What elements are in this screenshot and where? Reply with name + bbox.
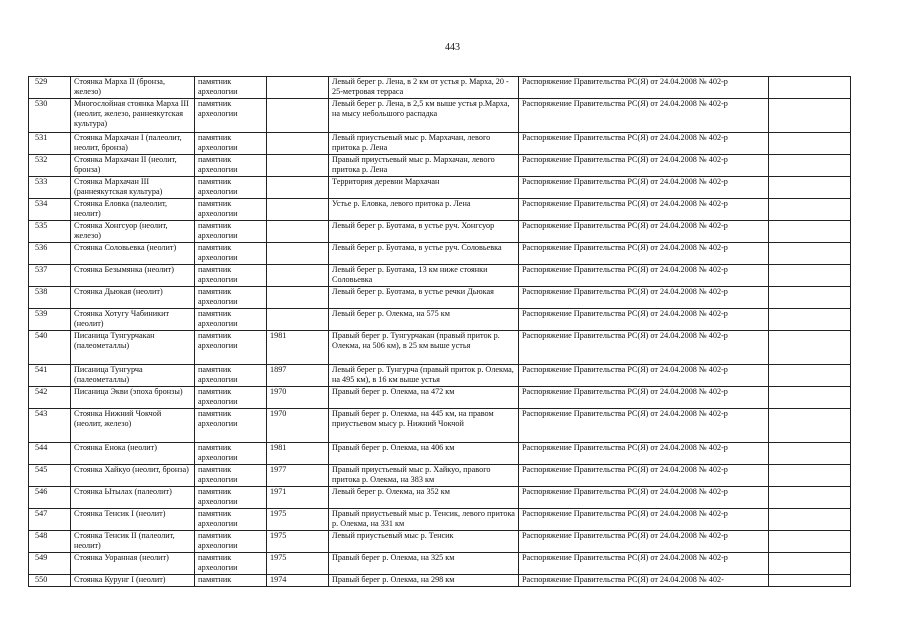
discovery-year bbox=[267, 243, 329, 265]
monument-type: памятник археологии bbox=[195, 243, 267, 265]
monument-type: памятник археологии bbox=[195, 309, 267, 331]
monument-name: Стоянка Енока (неолит) bbox=[71, 443, 195, 465]
empty-cell bbox=[769, 243, 851, 265]
location: Левый берег р. Тунгурча (правый приток р. Олекма, на 495 км), в 16 км выше устья bbox=[329, 365, 519, 387]
empty-cell bbox=[769, 387, 851, 409]
discovery-year bbox=[267, 199, 329, 221]
discovery-year bbox=[267, 155, 329, 177]
discovery-year: 1970 bbox=[267, 387, 329, 409]
monument-type: памятник археологии bbox=[195, 265, 267, 287]
location: Правый берег р. Олекма, на 445 км, на правом приустьевом мысу р. Нижний Чокчой bbox=[329, 409, 519, 443]
empty-cell bbox=[769, 177, 851, 199]
monument-name: Писаница Тунгурчакан (палеометаллы) bbox=[71, 331, 195, 365]
legal-document: Распоряжение Правительства РС(Я) от 24.04.2008 № 402-р bbox=[519, 331, 769, 365]
table-row bbox=[29, 331, 851, 365]
discovery-year bbox=[267, 99, 329, 133]
monument-name: Стоянка Марха II (бронза, железо) bbox=[71, 77, 195, 99]
table-row bbox=[29, 365, 851, 387]
empty-cell bbox=[769, 487, 851, 509]
legal-document: Распоряжение Правительства РС(Я) от 24.04.2008 № 402-р bbox=[519, 509, 769, 531]
row-number: 537 bbox=[29, 265, 71, 287]
row-number: 542 bbox=[29, 387, 71, 409]
discovery-year: 1970 bbox=[267, 409, 329, 443]
empty-cell bbox=[769, 99, 851, 133]
location: Левый берег р. Буотама, в устье руч. Хонгсуор bbox=[329, 221, 519, 243]
location: Правый приустьевый мыс р. Тенсик, левого притока р. Олекма, на 331 км bbox=[329, 509, 519, 531]
monument-type: памятник археологии bbox=[195, 409, 267, 443]
row-number: 546 bbox=[29, 487, 71, 509]
monument-name: Писаница Тунгурча (палеометаллы) bbox=[71, 365, 195, 387]
location: Левый берег р. Буотама, в устье речки Дьюкая bbox=[329, 287, 519, 309]
row-number: 550 bbox=[29, 575, 71, 587]
table-row bbox=[29, 243, 851, 265]
empty-cell bbox=[769, 133, 851, 155]
location: Правый берег р. Олекма, на 406 км bbox=[329, 443, 519, 465]
monument-name: Стоянка Дьюкая (неолит) bbox=[71, 287, 195, 309]
legal-document: Распоряжение Правительства РС(Я) от 24.04.2008 № 402-р bbox=[519, 287, 769, 309]
location: Левый приустьевый мыс р. Тенсик bbox=[329, 531, 519, 553]
table-row bbox=[29, 309, 851, 331]
row-number: 535 bbox=[29, 221, 71, 243]
row-number: 533 bbox=[29, 177, 71, 199]
legal-document: Распоряжение Правительства РС(Я) от 24.04.2008 № 402-р bbox=[519, 443, 769, 465]
row-number: 545 bbox=[29, 465, 71, 487]
empty-cell bbox=[769, 509, 851, 531]
location: Левый берег р. Олекма, на 575 км bbox=[329, 309, 519, 331]
legal-document: Распоряжение Правительства РС(Я) от 24.04.2008 № 402-р bbox=[519, 387, 769, 409]
monument-name: Стоянка Мархачан I (палеолит, неолит, бронза) bbox=[71, 133, 195, 155]
monument-type: памятник археологии bbox=[195, 365, 267, 387]
row-number: 541 bbox=[29, 365, 71, 387]
location: Правый берег р. Олекма, на 472 км bbox=[329, 387, 519, 409]
monument-name: Стоянка Курунг I (неолит) bbox=[71, 575, 195, 587]
monument-type: памятник археологии bbox=[195, 77, 267, 99]
row-number: 540 bbox=[29, 331, 71, 365]
location: Территория деревни Мархачан bbox=[329, 177, 519, 199]
discovery-year: 1975 bbox=[267, 531, 329, 553]
legal-document: Распоряжение Правительства РС(Я) от 24.04.2008 № 402-р bbox=[519, 465, 769, 487]
legal-document: Распоряжение Правительства РС(Я) от 24.04.2008 № 402- bbox=[519, 575, 769, 587]
location: Устье р. Еловка, левого притока р. Лена bbox=[329, 199, 519, 221]
location: Правый берег р. Олекма, на 298 км bbox=[329, 575, 519, 587]
location: Правый приустьевый мыс р. Хайкуо, правого притока р. Олекма, на 383 км bbox=[329, 465, 519, 487]
discovery-year bbox=[267, 133, 329, 155]
discovery-year bbox=[267, 77, 329, 99]
discovery-year bbox=[267, 177, 329, 199]
table-row bbox=[29, 531, 851, 553]
row-number: 547 bbox=[29, 509, 71, 531]
table-row bbox=[29, 155, 851, 177]
monument-type: памятник археологии bbox=[195, 509, 267, 531]
empty-cell bbox=[769, 221, 851, 243]
table-row bbox=[29, 509, 851, 531]
discovery-year: 1897 bbox=[267, 365, 329, 387]
monument-name: Писаница Экви (эпоха бронзы) bbox=[71, 387, 195, 409]
monument-name: Стоянка Мархачан II (неолит, бронза) bbox=[71, 155, 195, 177]
legal-document: Распоряжение Правительства РС(Я) от 24.04.2008 № 402-р bbox=[519, 365, 769, 387]
legal-document: Распоряжение Правительства РС(Я) от 24.04.2008 № 402-р bbox=[519, 531, 769, 553]
monument-name: Стоянка Соловьевка (неолит) bbox=[71, 243, 195, 265]
table-row bbox=[29, 443, 851, 465]
row-number: 536 bbox=[29, 243, 71, 265]
legal-document: Распоряжение Правительства РС(Я) от 24.04.2008 № 402-р bbox=[519, 133, 769, 155]
location: Левый берег р. Олекма, на 352 км bbox=[329, 487, 519, 509]
monument-type: памятник археологии bbox=[195, 99, 267, 133]
monument-name: Стоянка Ытылах (палеолит) bbox=[71, 487, 195, 509]
discovery-year bbox=[267, 287, 329, 309]
monument-type: памятник археологии bbox=[195, 387, 267, 409]
monument-name: Стоянка Нижний Чокчой (неолит, железо) bbox=[71, 409, 195, 443]
legal-document: Распоряжение Правительства РС(Я) от 24.04.2008 № 402-р bbox=[519, 487, 769, 509]
legal-document: Распоряжение Правительства РС(Я) от 24.04.2008 № 402-р bbox=[519, 99, 769, 133]
row-number: 549 bbox=[29, 553, 71, 575]
monument-name: Стоянка Уоранная (неолит) bbox=[71, 553, 195, 575]
table-row bbox=[29, 575, 851, 587]
row-number: 529 bbox=[29, 77, 71, 99]
monument-type: памятник археологии bbox=[195, 487, 267, 509]
monument-type: памятник археологии bbox=[195, 465, 267, 487]
legal-document: Распоряжение Правительства РС(Я) от 24.04.2008 № 402-р bbox=[519, 409, 769, 443]
empty-cell bbox=[769, 553, 851, 575]
discovery-year: 1975 bbox=[267, 553, 329, 575]
empty-cell bbox=[769, 443, 851, 465]
empty-cell bbox=[769, 77, 851, 99]
monument-type: памятник археологии bbox=[195, 221, 267, 243]
empty-cell bbox=[769, 155, 851, 177]
location: Левый берег р. Лена, в 2 км от устья р. Марха, 20 - 25-метровая терраса bbox=[329, 77, 519, 99]
table-row bbox=[29, 265, 851, 287]
table-row bbox=[29, 287, 851, 309]
table-row bbox=[29, 409, 851, 443]
monument-type: памятник археологии bbox=[195, 155, 267, 177]
legal-document: Распоряжение Правительства РС(Я) от 24.04.2008 № 402-р bbox=[519, 221, 769, 243]
table-row bbox=[29, 177, 851, 199]
row-number: 531 bbox=[29, 133, 71, 155]
empty-cell bbox=[769, 465, 851, 487]
table-row bbox=[29, 133, 851, 155]
monument-type: памятник археологии bbox=[195, 331, 267, 365]
monument-type: памятник археологии bbox=[195, 531, 267, 553]
legal-document: Распоряжение Правительства РС(Я) от 24.04.2008 № 402-р bbox=[519, 265, 769, 287]
table-row bbox=[29, 199, 851, 221]
monument-name: Стоянка Безымянка (неолит) bbox=[71, 265, 195, 287]
monument-type: памятник археологии bbox=[195, 443, 267, 465]
table-row bbox=[29, 77, 851, 99]
table-row bbox=[29, 99, 851, 133]
monument-name: Стоянка Мархачан III (раннеякутская культура) bbox=[71, 177, 195, 199]
monument-type: памятник археологии bbox=[195, 177, 267, 199]
monument-name: Стоянка Еловка (палеолит, неолит) bbox=[71, 199, 195, 221]
legal-document: Распоряжение Правительства РС(Я) от 24.04.2008 № 402-р bbox=[519, 243, 769, 265]
legal-document: Распоряжение Правительства РС(Я) от 24.04.2008 № 402-р bbox=[519, 309, 769, 331]
table-row bbox=[29, 465, 851, 487]
empty-cell bbox=[769, 531, 851, 553]
table-row bbox=[29, 221, 851, 243]
location: Левый приустьевый мыс р. Мархачан, левого притока р. Лена bbox=[329, 133, 519, 155]
discovery-year: 1975 bbox=[267, 509, 329, 531]
monument-name: Стоянка Хайкуо (неолит, бронза) bbox=[71, 465, 195, 487]
discovery-year bbox=[267, 309, 329, 331]
row-number: 538 bbox=[29, 287, 71, 309]
monument-type: памятник bbox=[195, 575, 267, 587]
table-row bbox=[29, 387, 851, 409]
empty-cell bbox=[769, 309, 851, 331]
legal-document: Распоряжение Правительства РС(Я) от 24.04.2008 № 402-р bbox=[519, 77, 769, 99]
monument-name: Стоянка Тенсик I (неолит) bbox=[71, 509, 195, 531]
monument-type: памятник археологии bbox=[195, 553, 267, 575]
monument-type: памятник археологии bbox=[195, 287, 267, 309]
row-number: 543 bbox=[29, 409, 71, 443]
legal-document: Распоряжение Правительства РС(Я) от 24.04.2008 № 402-р bbox=[519, 199, 769, 221]
monument-name: Многослойная стоянка Марха III (неолит, железо, раннеякутская культура) bbox=[71, 99, 195, 133]
discovery-year bbox=[267, 265, 329, 287]
location: Правый берег р. Олекма, на 325 км bbox=[329, 553, 519, 575]
row-number: 530 bbox=[29, 99, 71, 133]
monuments-table bbox=[28, 76, 851, 587]
location: Левый берег р. Буотама, в устье руч. Соловьевка bbox=[329, 243, 519, 265]
empty-cell bbox=[769, 287, 851, 309]
legal-document: Распоряжение Правительства РС(Я) от 24.04.2008 № 402-р bbox=[519, 177, 769, 199]
discovery-year: 1974 bbox=[267, 575, 329, 587]
empty-cell bbox=[769, 199, 851, 221]
table-row bbox=[29, 553, 851, 575]
discovery-year: 1971 bbox=[267, 487, 329, 509]
location: Правый берег р. Тунгурчакан (правый приток р. Олекма, на 506 км), в 25 км выше устья bbox=[329, 331, 519, 365]
legal-document: Распоряжение Правительства РС(Я) от 24.04.2008 № 402-р bbox=[519, 155, 769, 177]
discovery-year: 1981 bbox=[267, 331, 329, 365]
location: Левый берег р. Лена, в 2,5 км выше устья р.Марха, на мысу небольшого распадка bbox=[329, 99, 519, 133]
page-number: 443 bbox=[445, 42, 460, 53]
empty-cell bbox=[769, 365, 851, 387]
monument-type: памятник археологии bbox=[195, 199, 267, 221]
monument-type: памятник археологии bbox=[195, 133, 267, 155]
location: Правый приустьевый мыс р. Мархачан, левого притока р. Лена bbox=[329, 155, 519, 177]
row-number: 544 bbox=[29, 443, 71, 465]
discovery-year bbox=[267, 221, 329, 243]
row-number: 534 bbox=[29, 199, 71, 221]
legal-document: Распоряжение Правительства РС(Я) от 24.04.2008 № 402-р bbox=[519, 553, 769, 575]
location: Левый берег р. Буотама, 13 км ниже стоянки Соловьевка bbox=[329, 265, 519, 287]
monument-name: Стоянка Хонгсуор (неолит, железо) bbox=[71, 221, 195, 243]
empty-cell bbox=[769, 331, 851, 365]
discovery-year: 1981 bbox=[267, 443, 329, 465]
monument-name: Стоянка Тенсик II (палеолит, неолит) bbox=[71, 531, 195, 553]
row-number: 539 bbox=[29, 309, 71, 331]
empty-cell bbox=[769, 409, 851, 443]
table-row bbox=[29, 487, 851, 509]
empty-cell bbox=[769, 265, 851, 287]
row-number: 548 bbox=[29, 531, 71, 553]
discovery-year: 1977 bbox=[267, 465, 329, 487]
empty-cell bbox=[769, 575, 851, 587]
row-number: 532 bbox=[29, 155, 71, 177]
monument-name: Стоянка Хотугу Чабиникит (неолит) bbox=[71, 309, 195, 331]
